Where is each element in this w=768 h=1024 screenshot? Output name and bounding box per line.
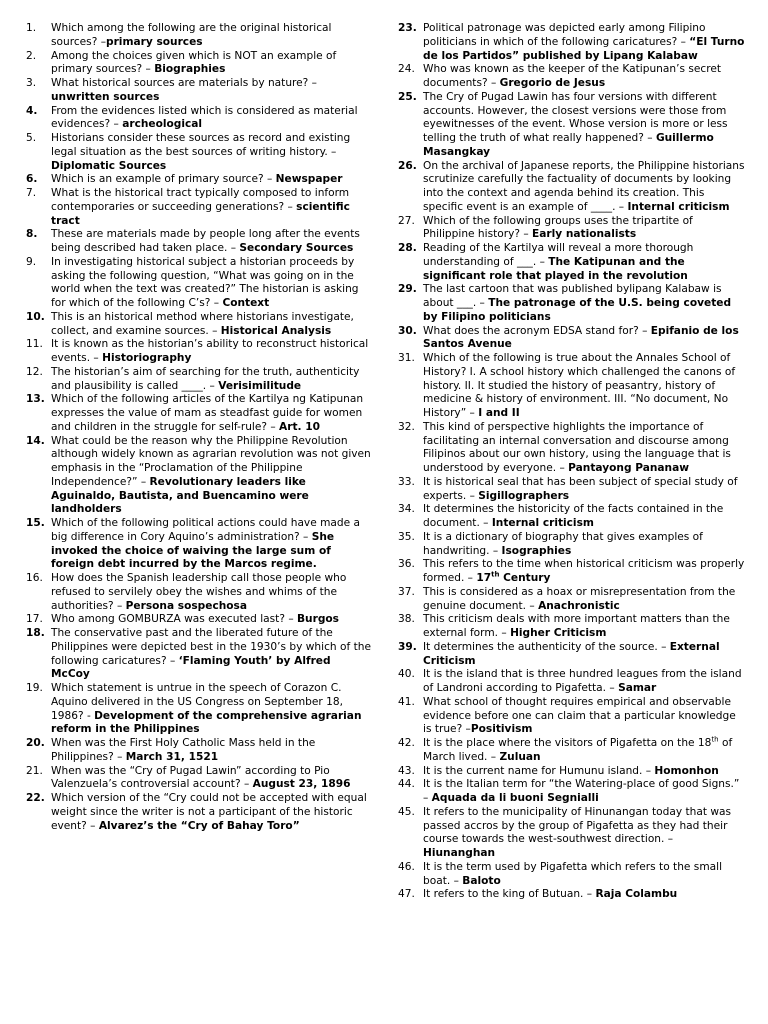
question-number: 47.	[398, 888, 415, 901]
question-number: 12.	[26, 365, 43, 378]
answer-text: Raja Colambu	[595, 888, 678, 901]
question-prompt-text: of March lived. –	[423, 737, 733, 763]
question-prompt-text: It is the term used by Pigafetta which refers to the small boat. –	[423, 860, 723, 887]
answer-text: primary sources	[106, 35, 203, 48]
question-number: 35.	[398, 530, 415, 543]
question-text	[423, 503, 746, 531]
question-text	[423, 476, 746, 504]
question-text	[51, 517, 372, 572]
answer-text: Art. 10	[279, 420, 320, 433]
question-text	[423, 586, 746, 614]
question-number: 44.	[398, 778, 415, 791]
question-prompt-text: Among the choices given which is NOT an example of primary sources? –	[51, 49, 337, 76]
question-item	[26, 517, 372, 572]
question-prompt-text: The historian’s aim of searching for the truth, authenticity and plausibility is called ____. –	[51, 365, 360, 392]
question-prompt-text: This kind of perspective highlights the importance of facilitating an internal conversation and discourse among Filipinos about our own history, using the language that is understood by everyone. –	[423, 420, 731, 474]
question-number: 39.	[398, 640, 417, 653]
question-prompt-text: Which of the following is true about the Annales School of History? I. A school history which challenged the canons of history. II. It studied the history of peasantry, history of medicine & history of environment. III. “No document, No History” –	[423, 352, 736, 419]
question-number: 9.	[26, 255, 37, 268]
question-number: 1.	[26, 22, 37, 34]
answer-text: External Criticism	[423, 640, 720, 667]
question-item	[398, 91, 746, 160]
answer-text: Historiography	[102, 352, 192, 364]
question-item	[26, 22, 372, 50]
answer-text: Century	[499, 572, 551, 584]
question-prompt-text: Political patronage was depicted early among Filipino politicians in which of the following caricatures? –	[423, 22, 706, 48]
question-item	[26, 792, 372, 833]
answer-text: The Katipunan and the significant role that played in the revolution	[423, 255, 688, 282]
question-prompt-text: It is the Italian term for “the Watering-place of good Signs.” –	[423, 778, 740, 804]
question-item	[26, 311, 372, 339]
answer-text: Baloto	[462, 874, 501, 887]
question-prompt-text: It refers to the king of Butuan. –	[423, 888, 596, 901]
question-item	[398, 352, 746, 421]
question-number: 28.	[398, 242, 417, 254]
answer-text: Samar	[618, 682, 657, 694]
question-item	[398, 242, 746, 283]
question-item	[398, 765, 746, 779]
answer-text: Secondary Sources	[239, 242, 354, 254]
question-prompt-text: It is a dictionary of biography that gives examples of handwriting. –	[423, 530, 703, 557]
answer-text: Diplomatic Sources	[51, 159, 167, 172]
question-number: 25.	[398, 90, 417, 103]
question-text	[423, 668, 746, 696]
question-item	[398, 215, 746, 243]
question-item	[26, 572, 372, 613]
question-item	[26, 338, 372, 366]
question-number: 38.	[398, 613, 415, 626]
answer-text: Gregorio de Jesus	[499, 77, 606, 89]
question-prompt-text: This refers to the time when historical criticism was properly formed. –	[423, 558, 745, 584]
question-text	[51, 393, 372, 434]
question-text	[51, 256, 372, 311]
question-number: 5.	[26, 132, 37, 144]
answer-text: Aquada da li buoni Segnialli	[431, 792, 599, 804]
question-prompt-text: Which of the following political actions could have made a big difference in Cory Aquino’s administration? –	[51, 517, 361, 543]
question-text	[51, 22, 372, 50]
question-prompt-text: The conservative past and the liberated future of the Philippines were depicted best in the 1930’s by which of the following caricatures? –	[51, 627, 371, 667]
question-item	[26, 366, 372, 394]
question-text	[51, 228, 372, 256]
answer-text: Zuluan	[499, 750, 541, 763]
question-number: 8.	[26, 228, 38, 241]
answer-text: Isographies	[501, 544, 572, 557]
answer-text: Guillermo Masangkay	[423, 132, 714, 158]
question-prompt-text: Who was known as the keeper of the Katipunan’s secret documents? –	[423, 63, 721, 89]
question-number: 26.	[398, 159, 417, 172]
question-number: 42.	[398, 737, 415, 749]
question-number: 22.	[26, 792, 45, 804]
question-item	[26, 765, 372, 793]
question-text	[51, 77, 372, 105]
question-text	[423, 91, 746, 160]
question-text	[51, 105, 372, 133]
question-item	[26, 613, 372, 627]
question-text	[51, 613, 372, 627]
answer-text: March 31, 1521	[125, 750, 219, 763]
answer-text: Alvarez’s the “Cry of Bahay Toro”	[98, 819, 300, 832]
question-prompt-text: It refers to the municipality of Hinunangan today that was passed accros by the group of Pigafetta as they had their course towards the west-southwest direction. –	[423, 805, 732, 846]
question-prompt-text: This is considered as a hoax or misrepresentation from the genuine document. –	[423, 585, 736, 612]
question-text	[423, 765, 746, 779]
question-number: 23.	[398, 22, 417, 34]
superscript-text: th	[491, 570, 500, 579]
question-number: 30.	[398, 324, 417, 337]
question-item	[26, 682, 372, 737]
question-text	[51, 366, 372, 394]
question-text	[423, 352, 746, 421]
question-prompt-text: What could be the reason why the Philippine Revolution although widely known as agrarian revolution was not given emphasis in the “Proclamation of the Philippine Independence?” –	[51, 434, 371, 488]
question-prompt-text: What does the acronym EDSA stand for? –	[423, 324, 651, 337]
question-item	[398, 613, 746, 641]
question-prompt-text: The last cartoon that was published bylipang Kalabaw is about ___. –	[423, 283, 722, 309]
question-number: 43.	[398, 764, 415, 777]
question-item	[398, 586, 746, 614]
answer-text: The patronage of the U.S. being coveted by Filipino politicians	[423, 297, 732, 323]
question-item	[26, 187, 372, 228]
question-item	[398, 888, 746, 902]
question-prompt-text: Which among the following are the original historical sources? –	[51, 22, 332, 48]
question-prompt-text: Which of the following groups uses the tripartite of Philippine history? –	[423, 214, 693, 241]
question-prompt-text: It determines the historicity of the facts contained in the document. –	[423, 503, 724, 529]
question-item	[26, 173, 372, 187]
answer-text: “El Turno de los Partidos” published by Lipang Kalabaw	[423, 35, 745, 62]
question-number: 33.	[398, 475, 415, 488]
question-item	[26, 256, 372, 311]
question-number: 24.	[398, 63, 415, 76]
question-prompt-text: On the archival of Japanese reports, the Philippine historians scrutinize carefully the factuality of documents by looking into the context and agenda behind its creation. This specific event is an example of ____. –	[423, 159, 745, 213]
question-item	[26, 435, 372, 518]
question-text	[423, 242, 746, 283]
question-prompt-text: What is the historical tract typically composed to inform contemporaries or succeeding generations? –	[51, 187, 350, 213]
question-text	[51, 682, 372, 737]
answer-text: Early nationalists	[532, 228, 637, 241]
question-text	[51, 792, 372, 833]
question-item	[398, 63, 746, 91]
answer-text: Higher Criticism	[510, 627, 607, 639]
question-prompt-text: In investigating historical subject a historian proceeds by asking the following question, “What was going on in the world when the text was created?” The historian is asking for which of the following C’s? –	[51, 255, 359, 309]
question-item	[26, 737, 372, 765]
question-text	[51, 572, 372, 613]
question-prompt-text: It is the place where the visitors of Pigafetta on the 18	[423, 737, 712, 749]
answer-text: unwritten sources	[51, 90, 160, 103]
question-prompt-text: These are materials made by people long after the events being described had taken place. –	[51, 228, 360, 254]
question-text	[423, 861, 746, 889]
answer-text: ‘Flaming Youth’ by Alfred McCoy	[51, 654, 331, 681]
question-number: 46.	[398, 860, 415, 873]
question-item	[398, 778, 746, 806]
question-prompt-text: Which version of the “Cry could not be accepted with equal weight since the writer is not a participant of the historic event? –	[51, 792, 367, 832]
question-text	[423, 558, 746, 586]
question-number: 19.	[26, 682, 43, 694]
question-text	[423, 641, 746, 669]
question-prompt-text: Which of the following articles of the Kartilya ng Katipunan expresses the value of mam as steadfast guide for women and children in the struggle for self-rule? –	[51, 393, 364, 433]
question-item	[26, 105, 372, 133]
answer-text: Internal criticism	[627, 200, 730, 213]
question-item	[398, 421, 746, 476]
answer-text: Context	[222, 297, 270, 309]
answer-text: Sigillographers	[478, 489, 570, 502]
question-number: 16.	[26, 572, 43, 584]
question-number: 7.	[26, 187, 37, 199]
question-item	[26, 627, 372, 682]
answer-text: Positivism	[470, 723, 533, 736]
question-text	[51, 311, 372, 339]
question-item	[398, 641, 746, 669]
question-number: 41.	[398, 695, 415, 708]
question-number: 31.	[398, 352, 415, 364]
question-item	[26, 393, 372, 434]
question-item	[398, 325, 746, 353]
question-number: 14.	[26, 434, 45, 447]
question-prompt-text: It is historical seal that has been subject of special study of experts. –	[423, 475, 738, 502]
question-prompt-text: When was the “Cry of Pugad Lawin” according to Pio Valenzuela’s controversial account? –	[51, 764, 330, 791]
question-item	[398, 696, 746, 737]
question-item	[26, 228, 372, 256]
question-number: 4.	[26, 104, 38, 117]
answer-text: Internal criticism	[491, 517, 594, 529]
question-item	[398, 476, 746, 504]
answer-text: 17	[476, 572, 492, 584]
question-prompt-text: Historians consider these sources as record and existing legal situation as the best sources of writing history. –	[51, 132, 351, 158]
question-text	[51, 435, 372, 518]
question-text	[51, 173, 372, 187]
answer-text: I and II	[478, 407, 520, 419]
question-prompt-text: How does the Spanish leadership call those people who refused to servilely obey the wishes and whims of the authorities? –	[51, 572, 347, 612]
answer-text: Verisimilitude	[218, 379, 302, 392]
answer-text: Anachronistic	[538, 599, 620, 612]
question-text	[423, 63, 746, 91]
question-item	[398, 861, 746, 889]
question-item	[398, 22, 746, 63]
question-prompt-text: It is the island that is three hundred leagues from the island of Landroni according to Pigafetta. –	[423, 668, 742, 694]
question-text	[423, 806, 746, 861]
question-text	[423, 215, 746, 243]
question-item	[26, 50, 372, 78]
answer-text: Persona sospechosa	[125, 599, 248, 612]
question-number: 3.	[26, 77, 37, 89]
question-prompt-text: This criticism deals with more important matters than the external form. –	[423, 613, 730, 639]
question-number: 40.	[398, 668, 415, 681]
question-prompt-text: From the evidences listed which is considered as material evidences? –	[51, 104, 358, 131]
question-number: 17.	[26, 613, 43, 626]
answer-text: Epifanio de los Santos Avenue	[423, 324, 739, 351]
question-item	[398, 160, 746, 215]
answer-text: Burgos	[296, 613, 339, 626]
question-number: 11.	[26, 338, 43, 351]
question-number: 36.	[398, 558, 415, 571]
question-text	[423, 22, 746, 63]
question-text	[423, 737, 746, 765]
question-item	[398, 668, 746, 696]
question-number: 10.	[26, 310, 45, 323]
answer-text: Biographies	[154, 63, 226, 76]
answer-text: Development of the comprehensive agrarian reform in the Philippines	[51, 709, 362, 736]
left-column-question-list	[26, 22, 372, 833]
question-text	[51, 187, 372, 228]
question-number: 37.	[398, 585, 415, 598]
question-prompt-text: Reading of the Kartilya will reveal a more thorough understanding of ___. –	[423, 242, 694, 268]
question-prompt-text: Which is an example of primary source? –	[51, 173, 276, 186]
question-item	[398, 806, 746, 861]
question-item	[398, 283, 746, 324]
question-item	[398, 531, 746, 559]
question-text	[423, 421, 746, 476]
question-prompt-text: It is the current name for Humunu island. –	[423, 764, 655, 777]
question-item	[26, 77, 372, 105]
question-text	[423, 888, 746, 902]
question-number: 27.	[398, 214, 415, 227]
question-text	[423, 160, 746, 215]
answer-text: scientific tract	[51, 200, 350, 227]
question-text	[423, 283, 746, 324]
right-column-question-list	[398, 22, 746, 902]
question-text	[423, 696, 746, 737]
question-number: 34.	[398, 503, 415, 516]
question-number: 21.	[26, 764, 43, 777]
question-number: 6.	[26, 173, 38, 186]
question-text	[423, 613, 746, 641]
question-number: 20.	[26, 737, 45, 749]
answer-text: Pantayong Pananaw	[568, 462, 690, 474]
answer-text: August 23, 1896	[252, 778, 351, 791]
question-text	[51, 765, 372, 793]
answer-text: She invoked the choice of waiving the large sum of foreign debt incurred by the Marcos regime.	[51, 530, 335, 571]
question-prompt-text: Who among GOMBURZA was executed last? –	[51, 613, 297, 626]
question-text	[423, 325, 746, 353]
question-prompt-text: This is an historical method where historians investigate, collect, and examine sources. –	[51, 310, 354, 337]
question-text	[51, 50, 372, 78]
question-text	[51, 338, 372, 366]
question-prompt-text: What historical sources are materials by nature? –	[51, 77, 317, 89]
question-item	[398, 737, 746, 765]
question-number: 13.	[26, 393, 45, 406]
question-text	[423, 778, 746, 806]
question-number: 18.	[26, 627, 45, 639]
question-number: 45.	[398, 805, 415, 818]
question-prompt-text: Which statement is untrue in the speech of Corazon C. Aquino delivered in the US Congress on September 18, 1986? -	[51, 682, 343, 722]
question-item	[398, 558, 746, 586]
question-text	[51, 737, 372, 765]
question-number: 29.	[398, 283, 417, 296]
question-text	[423, 531, 746, 559]
question-prompt-text: It determines the authenticity of the source. –	[423, 640, 670, 653]
question-prompt-text: When was the First Holy Catholic Mass held in the Philippines? –	[51, 737, 316, 763]
question-item	[26, 132, 372, 173]
answer-text: archeological	[122, 118, 203, 131]
question-number: 32.	[398, 420, 415, 433]
question-prompt-text: The Cry of Pugad Lawin has four versions with different accounts. However, the closest versions were those from eyewitnesses of the event. Whose version is more or less telling the truth of what really happened? –	[423, 90, 728, 144]
question-item	[398, 503, 746, 531]
question-prompt-text: It is known as the historian’s ability to reconstruct historical events. –	[51, 338, 369, 364]
question-number: 2.	[26, 49, 37, 62]
question-text	[51, 132, 372, 173]
superscript-text: th	[711, 735, 719, 744]
answer-text: Newspaper	[275, 173, 343, 186]
question-number: 15.	[26, 517, 45, 529]
answer-text: Homonhon	[654, 764, 719, 777]
answer-text: Revolutionary leaders like Aguinaldo, Bautista, and Buencamino were landholders	[51, 475, 309, 516]
question-text	[51, 627, 372, 682]
answer-text: Historical Analysis	[220, 324, 332, 337]
answer-text: Hiunanghan	[423, 847, 496, 859]
question-prompt-text: What school of thought requires empirical and observable evidence before one can claim that a particular knowledge is true? –	[423, 695, 736, 736]
